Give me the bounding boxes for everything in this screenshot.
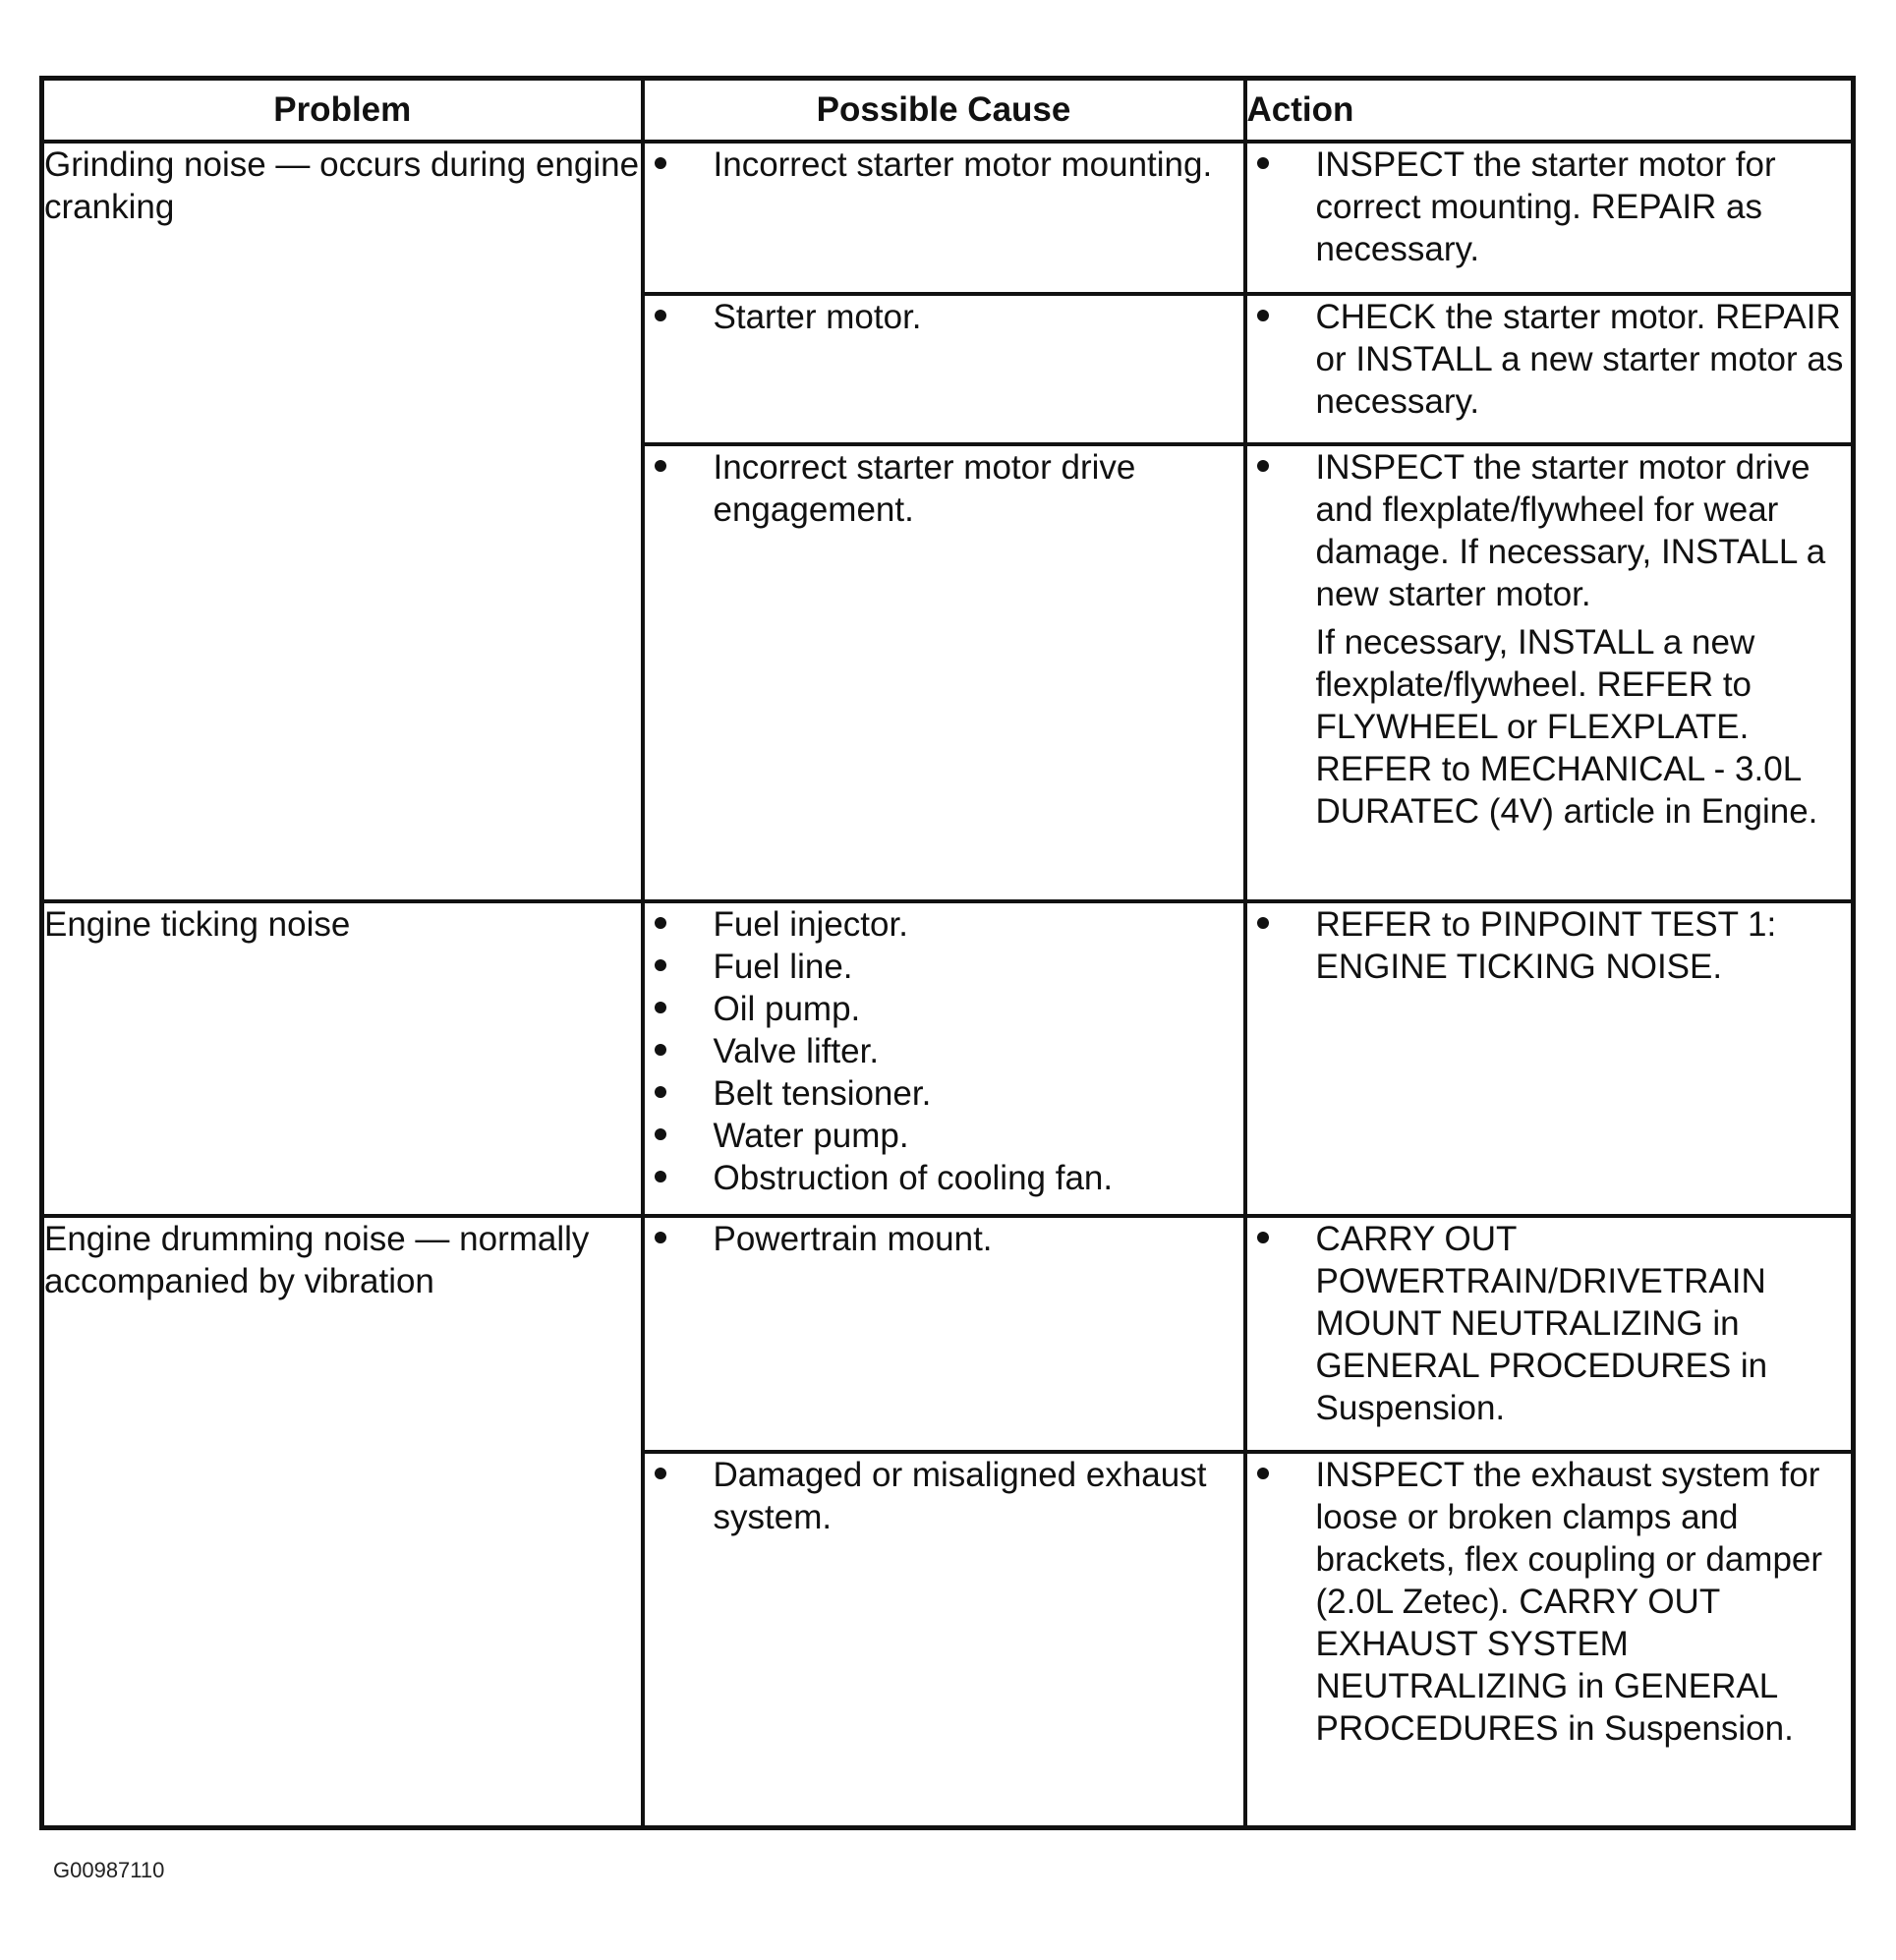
cause-text: Obstruction of cooling fan. bbox=[713, 1159, 1114, 1197]
cause-list-item bbox=[645, 1115, 1243, 1157]
cause-list-item bbox=[645, 446, 1243, 531]
possible-cause-cell bbox=[643, 901, 1245, 1216]
cause-text: Incorrect starter motor drive engagement. bbox=[713, 448, 1136, 529]
cause-list bbox=[645, 446, 1243, 531]
action-item bbox=[1247, 296, 1852, 423]
cause-text: Water pump. bbox=[713, 1117, 909, 1155]
possible-cause-cell bbox=[643, 294, 1245, 444]
possible-cause-cell bbox=[643, 1216, 1245, 1452]
bullet-icon bbox=[655, 1086, 666, 1098]
cause-list-item bbox=[645, 946, 1243, 988]
action-text: INSPECT the starter motor for correct mounting. REPAIR as necessary. bbox=[1315, 145, 1776, 268]
table-row bbox=[42, 1216, 1854, 1452]
bullet-icon bbox=[655, 157, 666, 169]
bullet-icon bbox=[655, 1128, 666, 1140]
cause-list-item bbox=[645, 1157, 1243, 1199]
bullet-icon bbox=[1257, 460, 1269, 472]
header-action: Action bbox=[1245, 79, 1854, 143]
cause-text: Fuel injector. bbox=[713, 905, 908, 944]
cause-list-item bbox=[645, 1072, 1243, 1115]
cause-text: Valve lifter. bbox=[713, 1032, 880, 1070]
action-cell bbox=[1245, 444, 1854, 901]
bullet-icon bbox=[655, 1468, 666, 1479]
action-text: CARRY OUT POWERTRAIN/DRIVETRAIN MOUNT NEUTRALIZING in GENERAL PROCEDURES in Suspension. bbox=[1315, 1220, 1768, 1427]
action-cell bbox=[1245, 294, 1854, 444]
cause-text: Damaged or misaligned exhaust system. bbox=[713, 1456, 1207, 1536]
header-row bbox=[42, 79, 1854, 143]
bullet-icon bbox=[655, 460, 666, 472]
action-text: INSPECT the starter motor drive and flexplate/flywheel for wear damage. If necessary, INSTALL a new starter motor. bbox=[1315, 448, 1826, 613]
cause-list-item bbox=[645, 1218, 1243, 1260]
cause-list-item bbox=[645, 1030, 1243, 1072]
bullet-icon bbox=[655, 1044, 666, 1056]
cause-text: Fuel line. bbox=[713, 948, 853, 986]
action-item bbox=[1247, 1218, 1852, 1429]
header-possible-cause: Possible Cause bbox=[643, 79, 1245, 143]
action-cell bbox=[1245, 1216, 1854, 1452]
header-problem: Problem bbox=[42, 79, 643, 143]
action-cell bbox=[1245, 142, 1854, 294]
action-text: If necessary, INSTALL a new flexplate/flywheel. REFER to FLYWHEEL or FLEXPLATE. REFER to MECHANICAL - 3.0L DURATEC (4V) article in Engine. bbox=[1315, 623, 1818, 831]
bullet-icon bbox=[655, 1171, 666, 1182]
cause-text: Starter motor. bbox=[713, 298, 922, 336]
cause-list-item bbox=[645, 144, 1243, 186]
cause-list bbox=[645, 296, 1243, 338]
action-text: INSPECT the exhaust system for loose or broken clamps and brackets, flex coupling or damper (2.0L Zetec). CARRY OUT EXHAUST SYSTEM NEUTRALIZING in GENERAL PROCEDURES in Suspension. bbox=[1315, 1456, 1823, 1748]
cause-text: Incorrect starter motor mounting. bbox=[713, 145, 1213, 184]
bullet-icon bbox=[1257, 1468, 1269, 1479]
bullet-icon bbox=[1257, 1232, 1269, 1243]
table-body bbox=[42, 142, 1854, 1827]
action-item bbox=[1247, 446, 1852, 833]
cause-list bbox=[645, 144, 1243, 186]
figure-id: G00987110 bbox=[53, 1858, 165, 1882]
bullet-icon bbox=[655, 959, 666, 971]
bullet-icon bbox=[1257, 917, 1269, 929]
problem-cell: Engine ticking noise bbox=[42, 901, 643, 1216]
bullet-icon bbox=[655, 917, 666, 929]
possible-cause-cell bbox=[643, 1452, 1245, 1827]
cause-text: Powertrain mount. bbox=[713, 1220, 993, 1258]
cause-list-item bbox=[645, 988, 1243, 1030]
cause-text: Oil pump. bbox=[713, 990, 861, 1028]
bullet-icon bbox=[655, 310, 666, 321]
bullet-icon bbox=[1257, 157, 1269, 169]
cause-list bbox=[645, 903, 1243, 1199]
problem-cell: Engine drumming noise — normally accompanied by vibration bbox=[42, 1216, 643, 1827]
table-row bbox=[42, 901, 1854, 1216]
action-item bbox=[1247, 903, 1852, 988]
action-text: CHECK the starter motor. REPAIR or INSTALL a new starter motor as necessary. bbox=[1315, 298, 1844, 421]
bullet-icon bbox=[1257, 310, 1269, 321]
action-text: REFER to PINPOINT TEST 1: ENGINE TICKING NOISE. bbox=[1315, 905, 1777, 986]
cause-list bbox=[645, 1454, 1243, 1538]
cause-text: Belt tensioner. bbox=[713, 1074, 932, 1113]
action-item bbox=[1247, 144, 1852, 270]
cause-list-item bbox=[645, 1454, 1243, 1538]
cause-list-item bbox=[645, 296, 1243, 338]
possible-cause-cell bbox=[643, 444, 1245, 901]
table-row bbox=[42, 142, 1854, 294]
diagnosis-table bbox=[39, 76, 1856, 1830]
problem-cell: Grinding noise — occurs during engine cranking bbox=[42, 142, 643, 901]
cause-list bbox=[645, 1218, 1243, 1260]
possible-cause-cell bbox=[643, 142, 1245, 294]
action-cell bbox=[1245, 1452, 1854, 1827]
bullet-icon bbox=[655, 1002, 666, 1013]
action-cell bbox=[1245, 901, 1854, 1216]
bullet-icon bbox=[655, 1232, 666, 1243]
cause-list-item bbox=[645, 903, 1243, 946]
action-item bbox=[1247, 1454, 1852, 1750]
